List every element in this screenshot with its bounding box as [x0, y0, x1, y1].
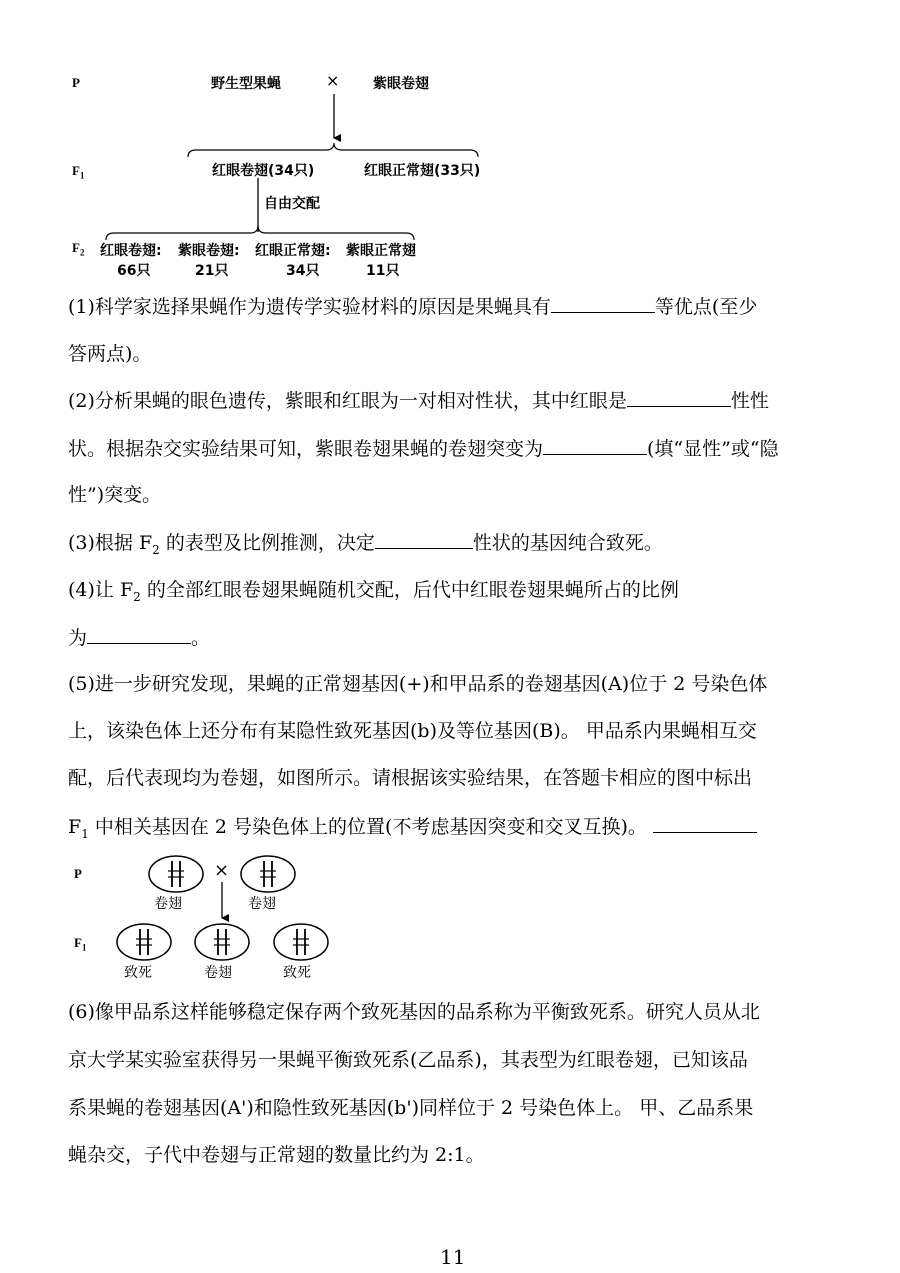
f2-phenotype-3: 红眼正常翅:	[255, 243, 331, 259]
f2-count-1: 66只	[117, 263, 151, 279]
f2-count-4: 11只	[366, 263, 400, 279]
question-4-line-2: 为 。	[68, 627, 211, 649]
f2-phenotype-2: 紫眼卷翅:	[178, 243, 240, 259]
question-6-line-4: 蝇杂交，子代中卷翅与正常翅的数量比约为 2:1。	[68, 1144, 485, 1166]
gen-label-f1-2: $F_1$	[74, 935, 87, 953]
f2-phenotype-1: 红眼卷翅:	[100, 243, 162, 259]
question-2-line-1: (2)分析果蝇的眼色遗传，紫眼和红眼为一对相对性状，其中红眼是 性性	[68, 390, 769, 412]
parent-wild-type: 野生型果蝇	[211, 76, 281, 92]
gen-label-f1: $F_1$	[72, 163, 85, 181]
free-mating-label: 自由交配	[264, 196, 320, 212]
question-4-line-1: (4)让 $F_2$ 的全部红眼卷翅果蝇随机交配，后代中红眼卷翅果蝇所占的比例	[68, 579, 679, 604]
parent-purple-curly: 紫眼卷翅	[373, 76, 429, 92]
question-6-line-3: 系果蝇的卷翅基因(A')和隐性致死基因(b')同样位于 2 号染色体上。 甲、乙品系果	[68, 1097, 754, 1119]
question-2-line-2: 状。根据杂交实验结果可知，紫眼卷翅果蝇的卷翅突变为 (填“显性”或“隐	[68, 438, 779, 460]
question-5-line-4: $F_1$ 中相关基因在 2 号染色体上的位置(不考虑基因突变和交叉互换)。	[68, 814, 757, 846]
question-5-line-3: 配，后代表现均为卷翅，如图所示。请根据该实验结果，在答题卡相应的图中标出	[68, 767, 753, 789]
question-6-line-2: 京大学某实验室获得另一果蝇平衡致死系(乙品系)，其表型为红眼卷翅，已知该品	[68, 1049, 748, 1071]
f2-count-3: 34只	[286, 263, 320, 279]
question-5-line-2: 上，该染色体上还分布有某隐性致死基因(b)及等位基因(B)。 甲品系内果蝇相互交	[68, 720, 757, 742]
question-5-line-1: (5)进一步研究发现，果蝇的正常翅基因(+)和甲品系的卷翅基因(A)位于 2 号染色体	[68, 673, 768, 695]
question-1-line-1: (1)科学家选择果蝇作为遗传学实验材料的原因是果蝇具有 等优点(至少	[68, 296, 758, 318]
page-number: 11	[440, 1245, 466, 1269]
question-1-line-2: 答两点)。	[68, 343, 152, 365]
f2-phenotype-4: 紫眼正常翅	[346, 243, 416, 259]
f1-red-normal: 红眼正常翅(33只)	[364, 163, 481, 179]
question-6-line-1: (6)像甲品系这样能够稳定保存两个致死基因的品系称为平衡致死系。研究人员从北	[68, 1001, 760, 1023]
p-label-1: 卷翅	[154, 896, 182, 912]
gen-label-f2: $F_2$	[72, 240, 85, 258]
f2-count-2: 21只	[195, 263, 229, 279]
question-3: (3)根据 $F_2$ 的表型及比例推测，决定 性状的基因纯合致死。	[68, 532, 663, 557]
gen-label-p-2: P	[74, 866, 82, 881]
f1-label-2: 卷翅	[204, 965, 232, 981]
f1-label-1: 致死	[124, 965, 152, 981]
gen-label-p: P	[72, 75, 80, 90]
cross-symbol-2: ×	[214, 860, 230, 881]
question-2-line-3: 性”)突变。	[68, 484, 162, 506]
f1-label-3: 致死	[283, 965, 311, 981]
cross-symbol: ×	[326, 71, 340, 90]
f1-red-curly: 红眼卷翅(34只)	[212, 163, 315, 179]
p-label-2: 卷翅	[248, 896, 276, 912]
